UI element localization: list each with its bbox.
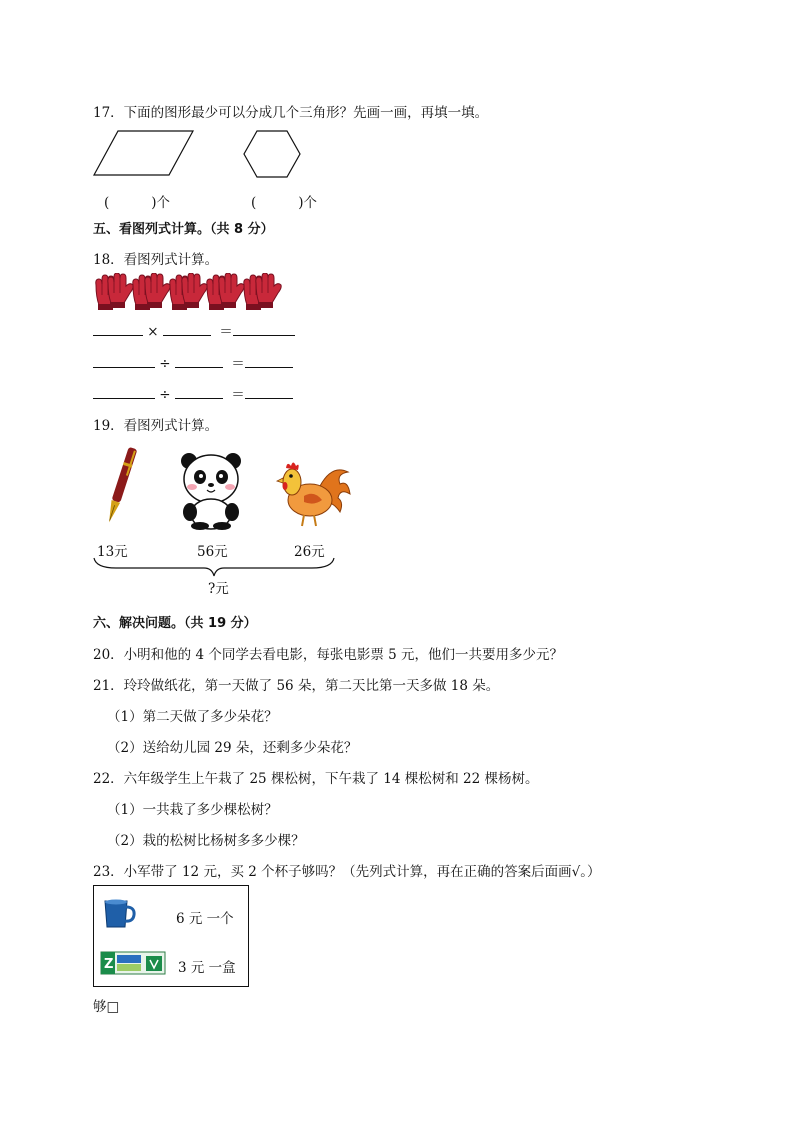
equals-sign: ＝ [231, 387, 245, 403]
equals-sign: ＝ [219, 324, 233, 340]
panda-price: 56元 [197, 544, 228, 560]
blank[interactable] [93, 385, 155, 399]
parallelogram-figure [93, 128, 195, 178]
blank[interactable] [233, 322, 295, 336]
q21-text: 21．玲玲做纸花，第一天做了 56 朵，第二天比第一天多做 18 朵。 [93, 678, 500, 694]
section5-title: 五、看图列式计算。（共 8 分） [93, 222, 274, 237]
cup-price: 6 元 一个 [176, 911, 234, 927]
q17-paren-close: )个 [298, 195, 318, 211]
q20-text: 20．小明和他的 4 个同学去看电影，每张电影票 5 元，他们一共要用多少元？ [93, 647, 564, 663]
q22-text: 22．六年级学生上午栽了 25 棵松树，下午栽了 14 棵松树和 22 棵杨树。 [93, 771, 539, 787]
pen-price: 13元 [97, 544, 128, 560]
q17-paren-close: )个 [151, 195, 171, 211]
q21-sub2: （2）送给幼儿园 29 朵，还剩多少朵花？ [107, 740, 358, 756]
blank[interactable] [175, 354, 223, 368]
q22-sub2: （2）栽的松树比杨树多多少棵？ [107, 833, 305, 849]
rooster-icon [274, 456, 352, 530]
section6-title: 六、解决问题。（共 19 分） [93, 616, 257, 631]
equals-sign: ＝ [231, 356, 245, 372]
blank[interactable] [163, 322, 211, 336]
q17-answer-left[interactable] [104, 191, 170, 211]
hexagon-figure [242, 128, 302, 180]
q21-sub1: （1）第二天做了多少朵花？ [107, 709, 278, 725]
q18-text: 18．看图列式计算。 [93, 252, 219, 268]
q17-paren-open: ( [251, 195, 257, 211]
price-box [93, 885, 249, 987]
q18-multiplication-row[interactable] [93, 320, 295, 340]
glove-pair-1 [96, 273, 133, 310]
rooster-price: 26元 [294, 544, 325, 560]
times-sign: × [147, 324, 159, 340]
blank[interactable] [245, 385, 293, 399]
q17-text: 17．下面的图形最少可以分成几个三角形？先画一画，再填一填。 [93, 105, 489, 121]
q19-text: 19．看图列式计算。 [93, 418, 219, 434]
box-price: 3 元 一盒 [178, 960, 236, 976]
divide-sign: ÷ [159, 356, 171, 372]
total-price-unknown: ?元 [208, 581, 229, 597]
blank[interactable] [175, 385, 223, 399]
q23-text: 23．小军带了 12 元，买 2 个杯子够吗？（先列式计算，再在正确的答案后面画√。） [93, 864, 601, 880]
glove-pair-2 [133, 273, 170, 310]
q18-division-row-2[interactable] [93, 383, 293, 403]
gloves-illustration [93, 273, 283, 313]
glove-pair-3 [170, 273, 207, 310]
pen-icon [98, 444, 142, 530]
blank[interactable] [93, 322, 143, 336]
toothpaste-box-icon [100, 950, 166, 976]
cup-icon [102, 898, 138, 930]
blank[interactable] [93, 354, 155, 368]
blank[interactable] [245, 354, 293, 368]
glove-pair-5 [244, 273, 281, 310]
q17-answer-right[interactable] [251, 191, 317, 211]
glove-pair-4 [207, 273, 244, 310]
q22-sub1: （1）一共栽了多少棵松树？ [107, 802, 278, 818]
q17-paren-open: ( [104, 195, 110, 211]
q18-division-row-1[interactable] [93, 352, 293, 372]
divide-sign: ÷ [159, 387, 171, 403]
panda-icon [180, 452, 242, 530]
svg-text:Z: Z [104, 957, 114, 972]
q23-answer[interactable]: 够□ [93, 999, 120, 1015]
